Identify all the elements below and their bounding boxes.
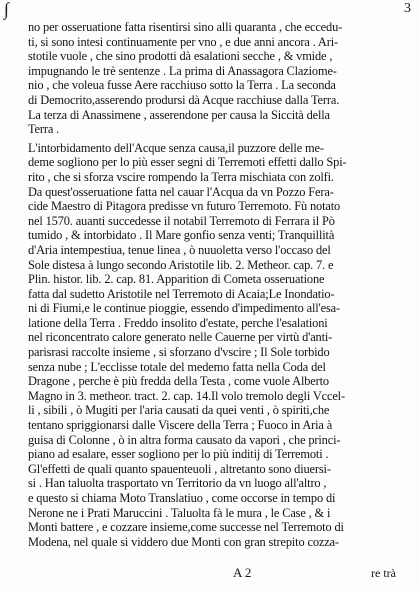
text-line: nio , che voleua fusse Aere racchiuso sotto la Terra . La seconda xyxy=(28,78,336,93)
text-line: guisa di Colonne , ò in altra forma causato da vapori , che princi- xyxy=(28,432,341,447)
text-line: no per osseruatione fatta risentirsi sino alli quaranta , che eccedu- xyxy=(28,20,343,34)
catchword: re trà xyxy=(371,566,396,580)
text-line: tumido , & intorbidato . Il Mare gonfio senza venti; Tranquillità xyxy=(28,228,335,243)
signature-mark: A 2 xyxy=(233,565,252,580)
text-line: L'intorbidamento dell'Acque senza causa,il puzzore delle me- xyxy=(28,140,324,155)
body-text xyxy=(28,20,410,549)
text-line: senza nube ; L'ecclisse totale del medemo fatta nella Coda del xyxy=(28,359,326,374)
text-line: Magno in 3. metheor. tract. 2. cap. 14.Il volo tremolo degli Vccel- xyxy=(28,388,345,403)
text-line: nel riconcentrato calore generato nelle Cauerne per virtù d'anti- xyxy=(28,330,333,345)
text-line: Dragone , perche è più fredda della Testa , come vuole Alberto xyxy=(28,374,329,389)
text-line: latione della Terra . Freddo insolito d'estate, perche l'esalationi xyxy=(28,315,328,330)
text-line: impugnando le trè sentenze . La prima di Anassagora Claziome- xyxy=(28,63,337,78)
paragraph-3 xyxy=(28,462,410,550)
text-line: di Democrito,asserendo prodursi dà Acque racchiuse dalla Terra. xyxy=(28,92,340,107)
text-line: si . Han taluolta trasportato vn Territorio da vn luogo all'altro , xyxy=(28,476,327,491)
margin-mark: ∫ xyxy=(4,0,9,19)
page-number: 3 xyxy=(404,1,411,16)
paragraph-1 xyxy=(28,20,410,137)
text-line: Sole distesa à lungo secondo Aristotile lib. 2. Metheor. cap. 7. e xyxy=(28,257,334,272)
text-line: Da quest'osseruatione fatta nel cauar l'Acqua da vn Pozzo Fera- xyxy=(28,184,334,199)
text-line: e questo si chiama Moto Translatiuo , come occorse in tempo di xyxy=(28,491,336,505)
text-line: nel 1570. auanti succedesse il notabil Terremoto di Ferrara il Pò xyxy=(28,213,335,228)
text-line: Terra . xyxy=(28,122,60,137)
text-line: piano ad esalare, esser sogliono per lo più inditij di Terremoti . xyxy=(28,447,329,462)
text-line: ni di Fiumi,e le continue pioggie, essendo d'impedimento all'esa- xyxy=(28,301,340,316)
text-line: deme sogliono per lo più esser segni di Terremoti effetti dallo Spi- xyxy=(28,155,347,170)
text-line: ti, si sono intesi continuamente per vno , e due anni ancora . Ari- xyxy=(28,34,338,49)
text-line: stotile vuole , che sino prodotti dà esalationi secche , & vmide , xyxy=(28,49,333,64)
text-line: Plin. histor. lib. 2. cap. 81. Apparition di Cometa osseruatione xyxy=(28,272,325,287)
text-line: parisrasi raccolte insieme , si sforzano d'vscire ; Il Sole torbido xyxy=(28,345,330,360)
page-footer xyxy=(28,565,410,581)
text-line: Nerone ne i Prati Maruccini . Taluolta fà le mura , le Case , & i xyxy=(28,505,331,520)
text-line: fatta dal sudetto Aristotile nel Terremoto di Acaia;Le Inondatio- xyxy=(28,286,335,301)
text-line: tentano spriggionarsi dalle Viscere della Terra ; Fuoco in Aria à xyxy=(28,418,333,433)
text-line: rito , che si sforza vscire rompendo la Terra mischiata con zolfi. xyxy=(28,169,334,184)
text-line: La terza di Anassimene , asserendone per causa la Siccità della xyxy=(28,107,330,122)
text-line: cide Maestro di Pitagora predisse vn futuro Terremoto. Fù notato xyxy=(28,199,341,214)
text-line: d'Aria intempestiua, tenue linea , ò nuuoletta verso l'occaso del xyxy=(28,242,331,257)
text-line: Modena, nel quale si viddero due Monti con gran strepito cozza- xyxy=(28,534,339,549)
text-line: li , sibili , ò Mugiti per l'aria causati da quei venti , ò spiriti,che xyxy=(28,403,330,418)
paragraph-2 xyxy=(28,141,410,462)
text-line: Gl'effetti de quali quanto spauenteuoli , altretanto sono diuersi- xyxy=(28,461,331,476)
text-line: Monti battere , e cozzare insieme,come successe nel Terremoto di xyxy=(28,520,344,535)
